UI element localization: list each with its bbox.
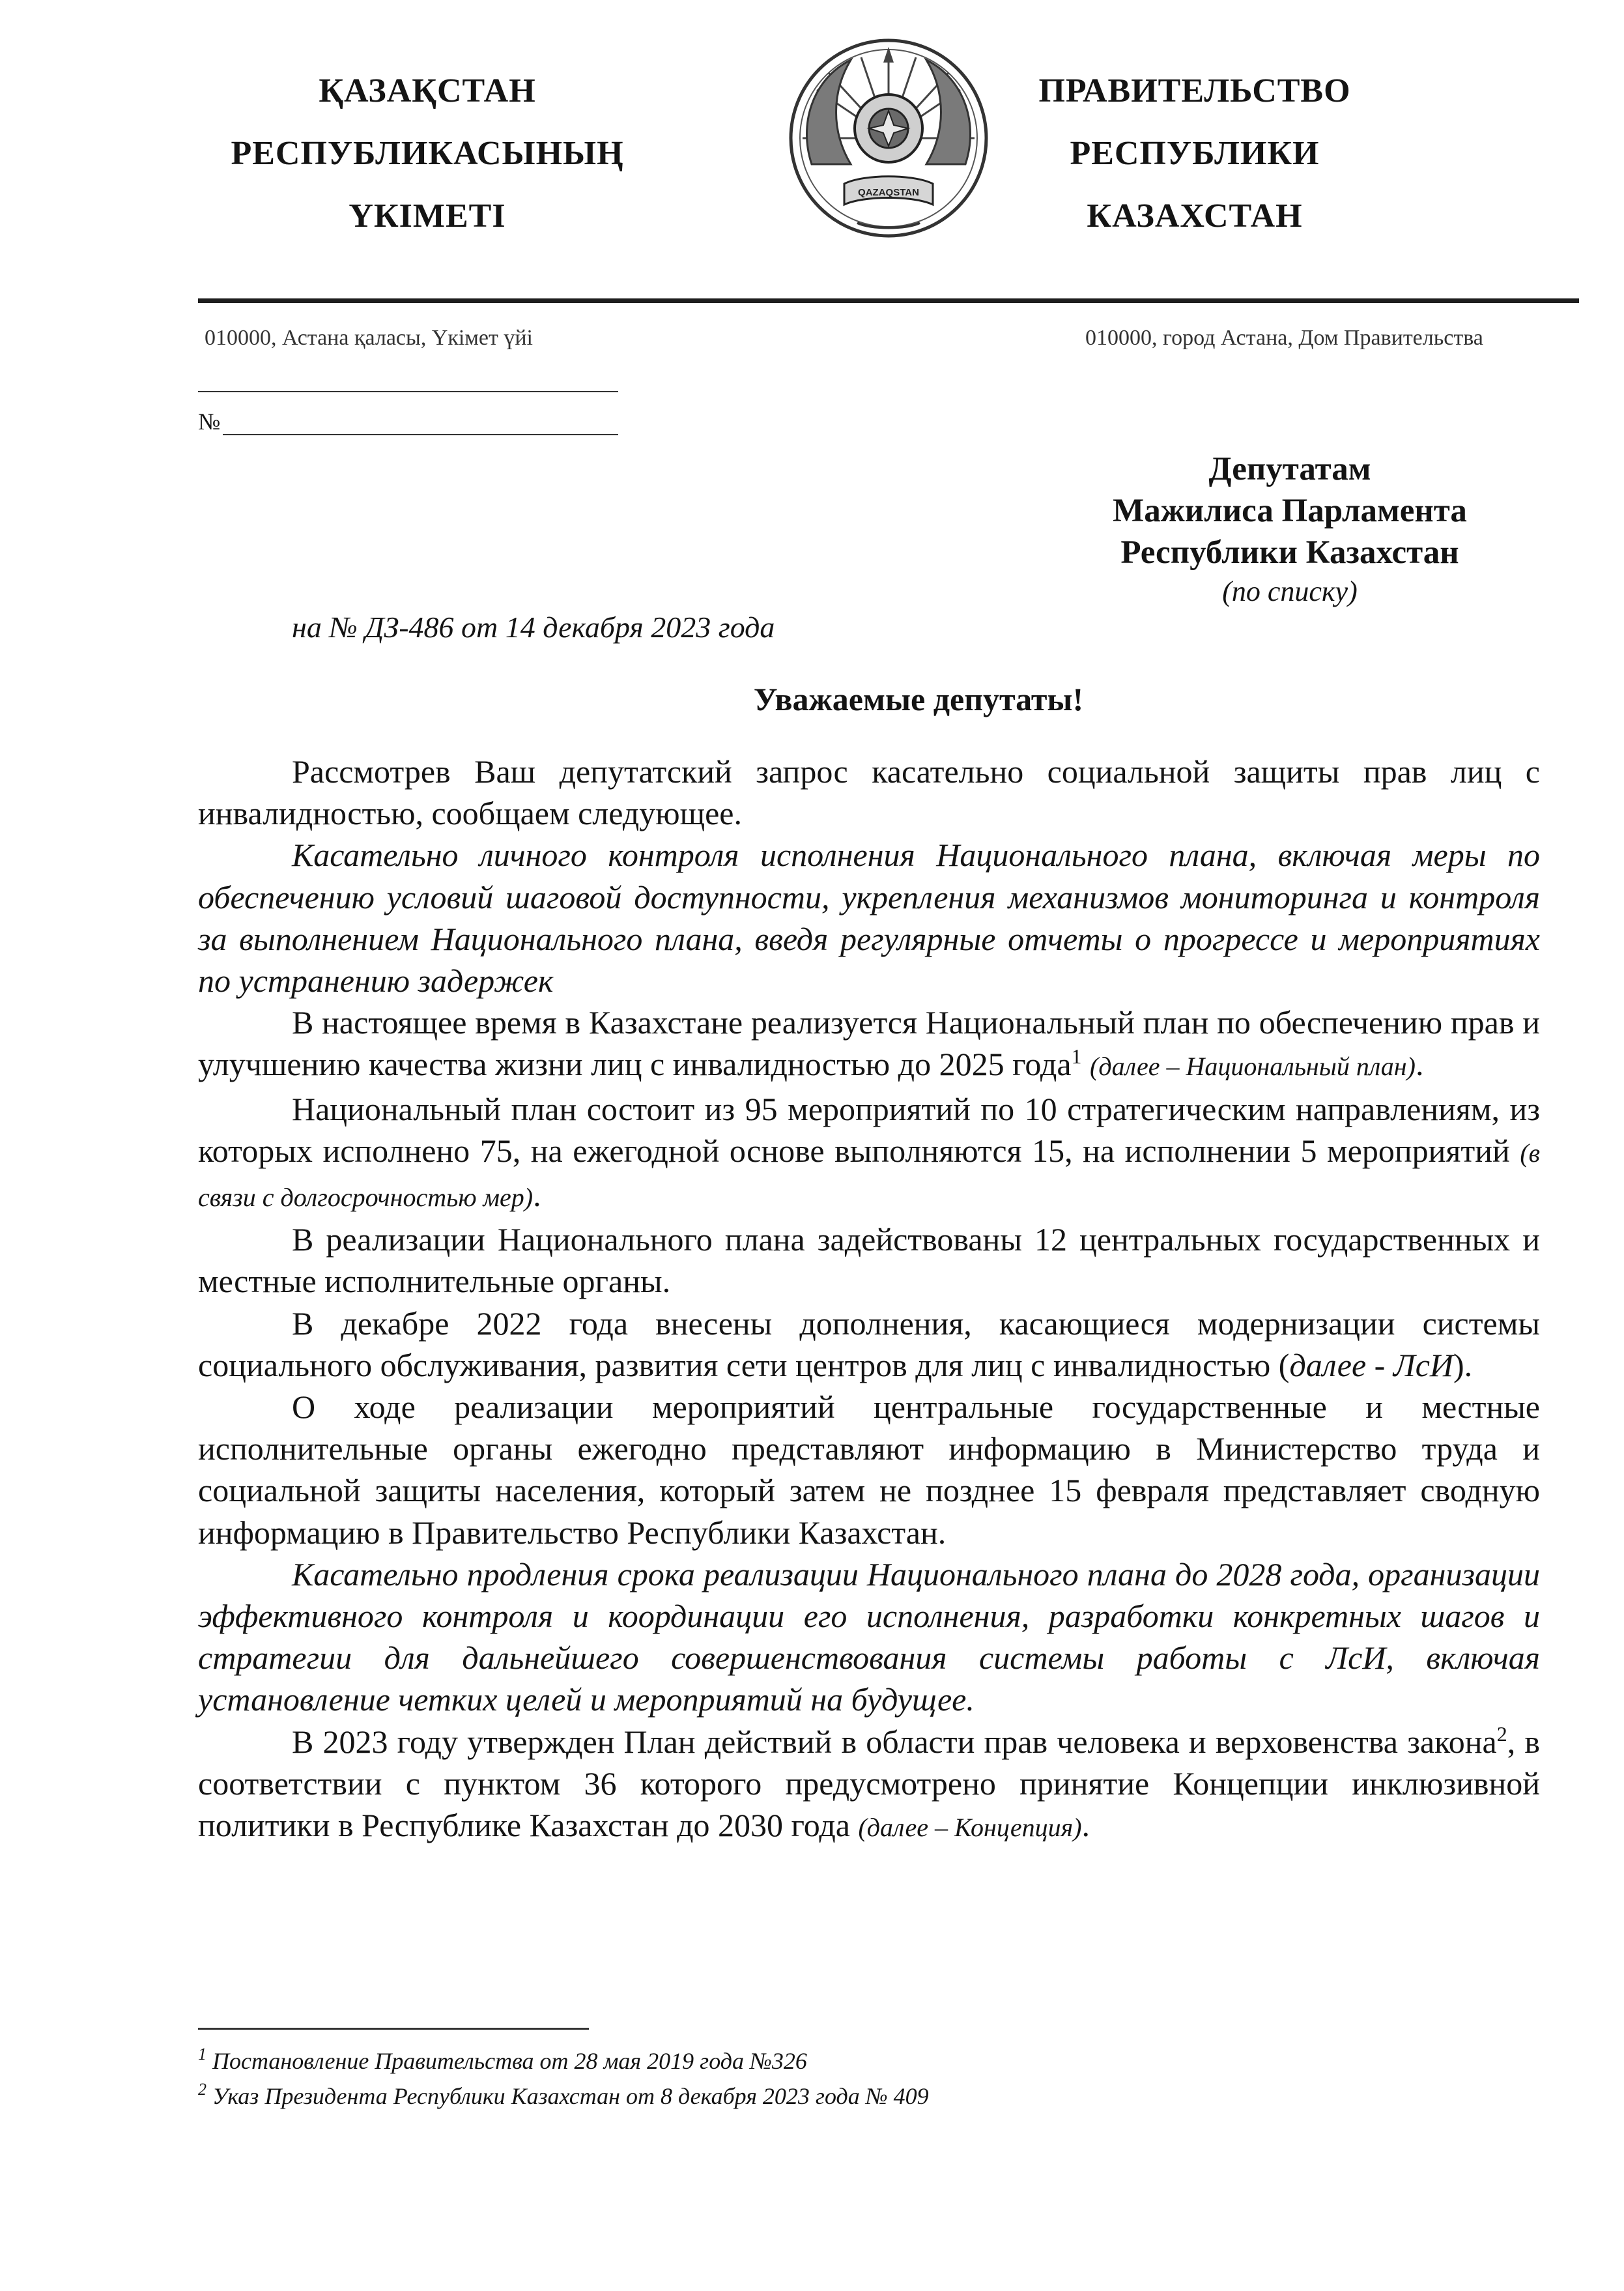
- paragraph-note: (далее – Национальный план): [1090, 1052, 1416, 1082]
- header-right-line: КАЗАХСТАН: [1087, 197, 1303, 235]
- paragraph: [198, 1001, 1540, 1088]
- address-russian: 010000, город Астана, Дом Правительства: [1085, 326, 1483, 350]
- outgoing-number-field: [198, 408, 618, 435]
- paragraph-tail: .: [1415, 1046, 1424, 1083]
- paragraph-italic: [198, 834, 1540, 1001]
- paragraph: [198, 1218, 1540, 1302]
- header-divider: [198, 298, 1579, 303]
- recipient-note: (по списку): [1222, 575, 1358, 607]
- paragraph-text: О ходе реализации мероприятий центральные государственные и местные исполнительные органы ежегодно представляют информацию в Министерство труда и социальной защиты населения, который затем не позднее 15 февраля представляет сводную информацию в Правительство Республики Казахстан.: [198, 1389, 1540, 1551]
- paragraph-text: Рассмотрев Ваш депутатский запрос касательно социальной защиты прав лиц с инвалидностью, сообщаем следующее.: [198, 753, 1540, 832]
- footnote: [198, 2043, 929, 2079]
- reference-number: на № ДЗ-486 от 14 декабря 2023 года: [292, 611, 775, 644]
- greeting: Уважаемые депутаты!: [753, 681, 1084, 717]
- footnote-number: 2: [198, 2080, 207, 2099]
- recipient-line: Мажилиса Парламента: [1113, 493, 1467, 529]
- paragraph: [198, 1303, 1540, 1386]
- paragraph: [198, 1721, 1540, 1849]
- recipient-line: Республики Казахстан: [1120, 534, 1459, 571]
- paragraph-note: (далее – Концепция): [858, 1813, 1082, 1843]
- header-left-line: ҚАЗАҚСТАН: [319, 72, 536, 109]
- number-label: №: [198, 409, 221, 435]
- paragraph-tail: ).: [1453, 1346, 1473, 1383]
- footnote-text: Постановление Правительства от 28 мая 2019 года №326: [212, 2048, 807, 2074]
- paragraph-tail: .: [1081, 1807, 1090, 1844]
- number-underline: [223, 409, 618, 435]
- paragraph-text: В настоящее время в Казахстане реализуется Национальный план по обеспечению прав и улучшению качества жизни лиц с инвалидностью до 2025 года: [198, 1004, 1540, 1083]
- paragraph-text: Национальный план состоит из 95 мероприятий по 10 стратегическим направлениям, из которых исполнено 75, на ежегодной основе выполняются 15, на исполнении 5 мероприятий: [198, 1090, 1540, 1169]
- header-left-line: ҮКІМЕТІ: [349, 197, 506, 235]
- paragraph-text: Касательно продления срока реализации Национального плана до 2028 года, организации эффективного контроля и координации его исполнения, разработки конкретных шагов и стратегии для дальнейшего совершенствования системы работы с ЛсИ, включая установление четких целей и мероприятий на будущее.: [198, 1555, 1540, 1718]
- recipient-line: Депутатам: [1208, 451, 1371, 487]
- footnote-number: 1: [198, 2045, 207, 2064]
- header-right-line: РЕСПУБЛИКИ: [1070, 135, 1320, 172]
- footnotes: [198, 2043, 929, 2114]
- header-right-title: [902, 60, 1488, 248]
- header-left-line: РЕСПУБЛИКАСЫНЫҢ: [231, 135, 624, 172]
- footnote-ref: 1: [1071, 1045, 1082, 1069]
- paragraph-text: Касательно личного контроля исполнения Национального плана, включая меры по обеспечению условий шаговой доступности, укрепления механизмов мониторинга и контроля за выполнением Национального плана, введя регулярные отчеты о прогрессе и мероприятиях по устранению задержек: [198, 837, 1540, 1000]
- paragraph-text: В 2023 году утвержден План действий в области прав человека и верховенства закона: [292, 1723, 1497, 1760]
- paragraph-text: В реализации Национального плана задействованы 12 центральных государственных и местные исполнительные органы.: [198, 1221, 1540, 1300]
- emblem-text: QAZAQSTAN: [858, 187, 919, 198]
- footnote-ref: 2: [1496, 1722, 1507, 1746]
- footnote: [198, 2079, 929, 2114]
- paragraph: [198, 1088, 1540, 1219]
- footnote-divider: [198, 2028, 589, 2030]
- header-left-title: [134, 60, 720, 248]
- date-blank-line: [198, 391, 618, 392]
- paragraph-note: далее - ЛсИ: [1289, 1346, 1453, 1383]
- paragraph-note: (в связи с долгосрочностью мер): [198, 1138, 1541, 1213]
- paragraph: [198, 751, 1540, 834]
- paragraph-tail: .: [533, 1177, 541, 1214]
- address-kazakh: 010000, Астана қаласы, Үкімет үйі: [205, 326, 533, 350]
- paragraph-text: В декабре 2022 года внесены дополнения, касающиеся модернизации системы социального обслуживания, развития сети центров для лиц с инвалидностью (: [198, 1304, 1540, 1383]
- letter-body: [198, 751, 1540, 1849]
- paragraph-text: , в соответствии с пунктом 36 которого предусмотрено принятие Концепции инклюзивной политики в Республике Казахстан до 2030 года: [198, 1723, 1541, 1844]
- paragraph-italic: [198, 1553, 1540, 1721]
- header-right-line: ПРАВИТЕЛЬСТВО: [1038, 72, 1351, 109]
- recipient-block: [1029, 448, 1550, 610]
- footnote-text: Указ Президента Республики Казахстан от 8 декабря 2023 года № 409: [212, 2083, 929, 2109]
- paragraph: [198, 1386, 1540, 1553]
